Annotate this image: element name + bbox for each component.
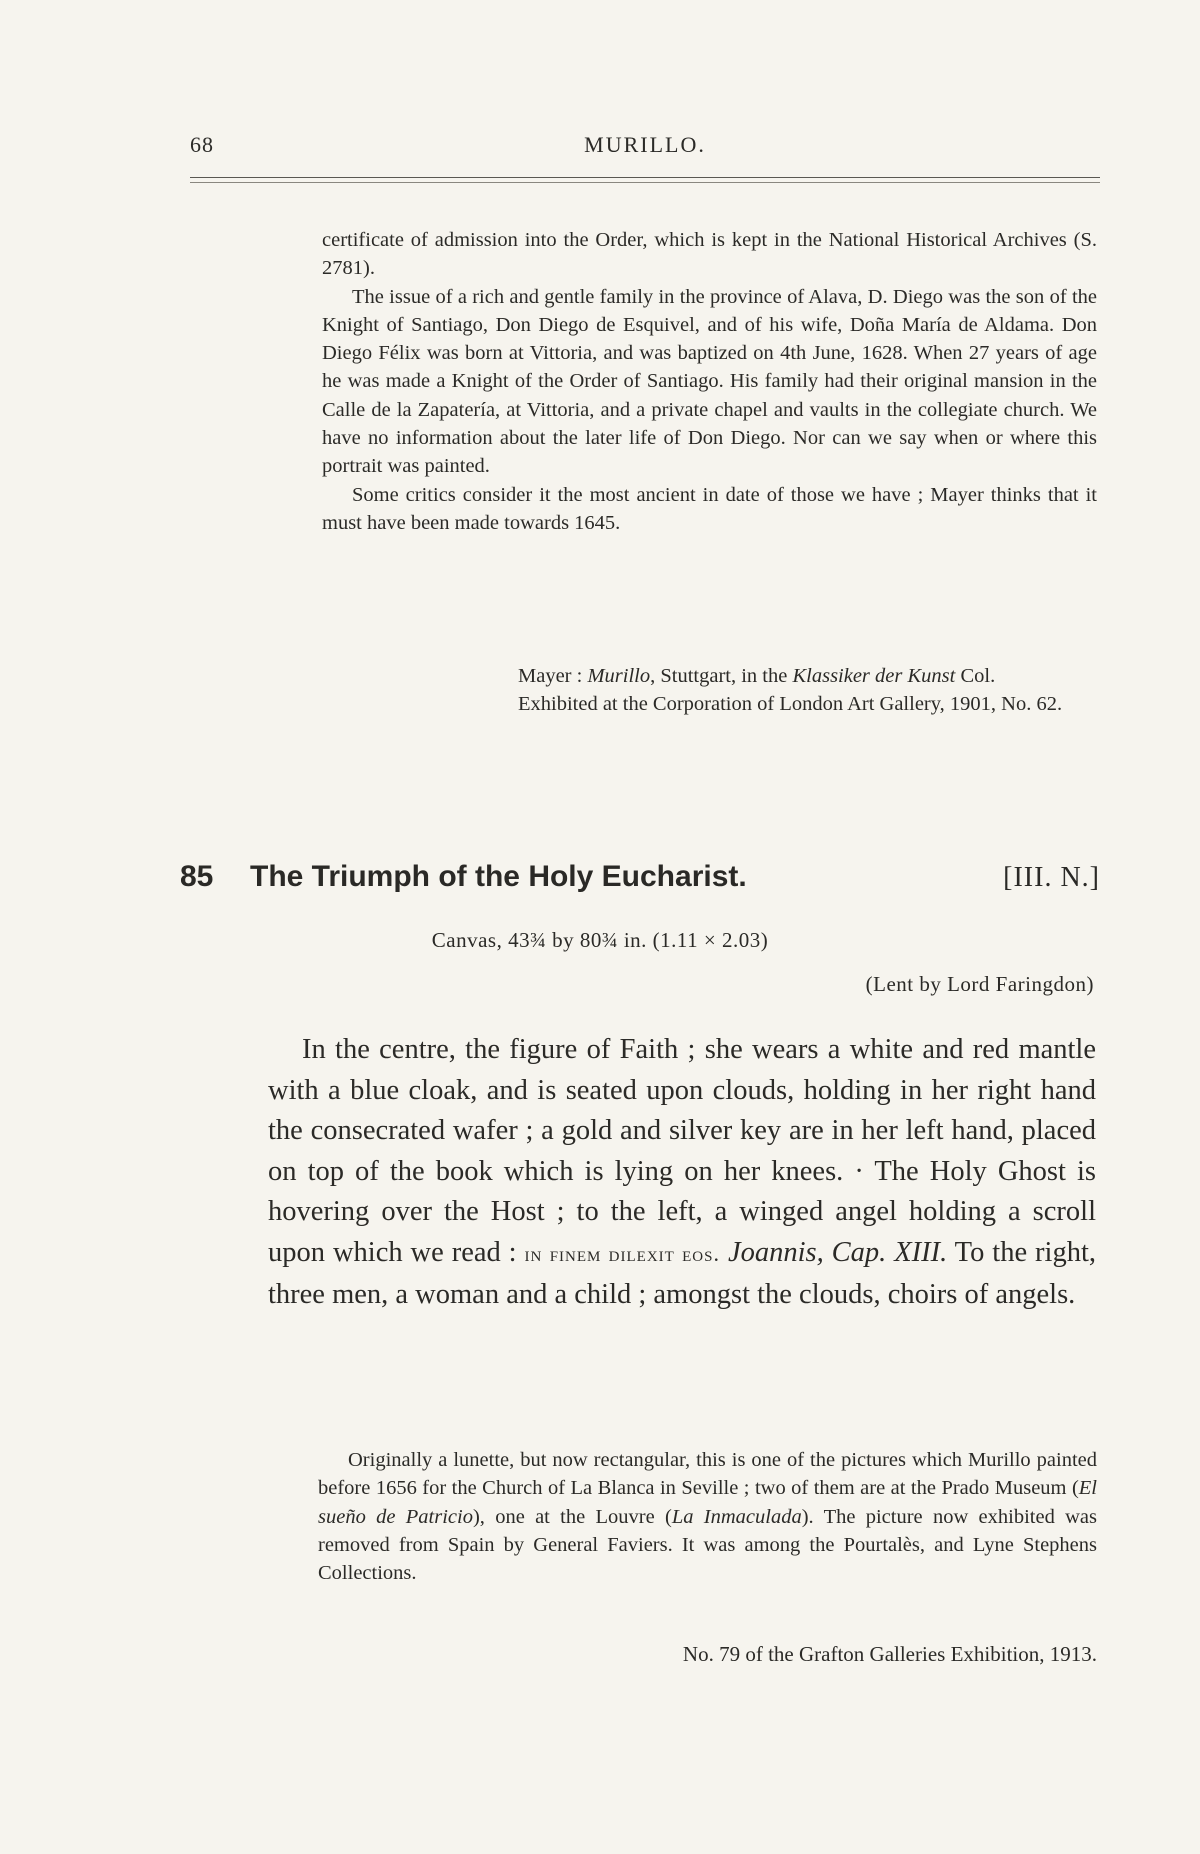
entry-classification: [III. N.] bbox=[1003, 862, 1100, 893]
description-paragraph: In the centre, the figure of Faith ; she wears a white and red mantle with a blue cloak, and is seated upon clouds, holding in her right hand the consecrated wafer ; a gold and silver key are in her left hand, placed on top of the book which is lying on her knees. · The Holy Ghost is hovering over the Host ; to the left, a winged angel holding a scroll upon which we read : in finem dilexit eos. Joannis, Cap. XIII. To the right, three men, a woman and a child ; amongst the clouds, choirs of angels. bbox=[268, 1034, 1096, 1310]
page-header bbox=[190, 132, 1100, 168]
exhibition-reference: Exhibited at the Corporation of London Art Gallery, 1901, No. 62. bbox=[518, 693, 1063, 716]
previous-entry-notes bbox=[322, 226, 1097, 537]
previous-entry-references bbox=[490, 662, 1095, 719]
notes-paragraph: The issue of a rich and gentle family in the province of Alava, D. Diego was the son of the Knight of Santiago, Don Diego de Esquivel, and of his wife, Doña María de Aldama. Don Diego Félix was born at Vittoria, and was baptized on 4th June, 1628. When 27 years of age he was made a Knight of the Order of Santiago. His family had their original mansion in the Calle de la Zapatería, at Vittoria, and a private chapel and vaults in the collegiate church. We have no information about the later life of Don Diego. Nor can we say when or where this portrait was painted. bbox=[322, 285, 1097, 478]
entry-title: The Triumph of the Holy Eucharist. bbox=[250, 860, 747, 893]
notes-paragraph: Some critics consider it the most ancient in date of those we have ; Mayer thinks that it must have been made towards 1645. bbox=[322, 483, 1097, 534]
grafton-exhibition-reference: No. 79 of the Grafton Galleries Exhibition, 1913. bbox=[682, 1642, 1097, 1666]
entry-lender: (Lent by Lord Faringdon) bbox=[865, 972, 1094, 996]
entry-number: 85 bbox=[180, 860, 214, 893]
entry-notes bbox=[318, 1446, 1097, 1587]
header-rule-secondary bbox=[190, 182, 1100, 183]
mayer-reference: Mayer : Murillo, Stuttgart, in the Klassiker der Kunst Col. bbox=[518, 665, 996, 687]
scroll-inscription: in finem dilexit eos. bbox=[524, 1240, 720, 1266]
entry-medium-dimensions: Canvas, 43¾ by 80¾ in. (1.11 × 2.03) bbox=[431, 928, 769, 952]
entry-description bbox=[268, 1030, 1096, 1315]
header-rule bbox=[190, 177, 1100, 178]
biblical-citation: Joannis, Cap. XIII. bbox=[727, 1236, 948, 1268]
catalogue-entry-heading bbox=[180, 860, 1100, 904]
running-title: MURILLO. bbox=[584, 132, 706, 157]
notes-paragraph: Originally a lunette, but now rectangular, this is one of the pictures which Murillo painted before 1656 for the Church of La Blanca in Seville ; two of them are at the Prado Museum (El sueño de Patricio), one at the Louvre (La Inmaculada). The picture now exhibited was removed from Spain by General Faviers. It was among the Pourtalès, and Lyne Stephens Collections. bbox=[318, 1449, 1097, 1585]
notes-paragraph: certificate of admission into the Order, which is kept in the National Historical Archives (S. 2781). bbox=[322, 229, 1097, 280]
page-number: 68 bbox=[190, 132, 214, 157]
